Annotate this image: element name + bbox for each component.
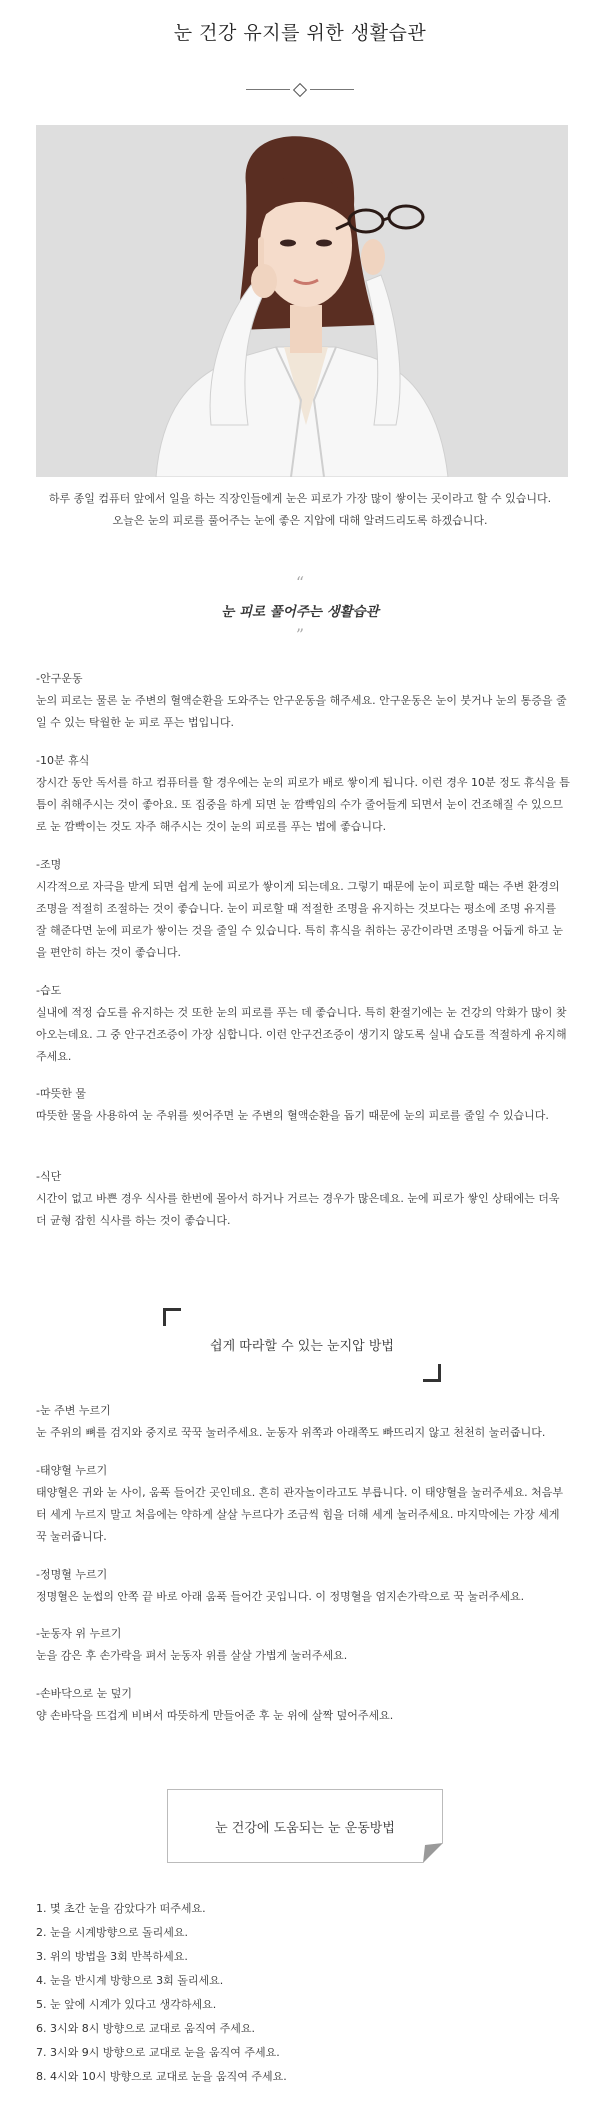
divider-diamond-icon [293,83,307,97]
acupressure-jeongmyeong [36,1564,570,1608]
habit-heading: -식단 [36,1170,62,1183]
exercise-heading [167,1789,443,1863]
acupressure-heading-item: -정명혈 누르기 [36,1568,108,1581]
exercise-title: 눈 건강에 도움되는 눈 운동방법 [215,1821,395,1836]
acupressure-palm-cover [36,1683,570,1727]
bracket-corner-top-left [163,1308,181,1326]
intro-line: 오늘은 눈의 피로를 풀어주는 눈에 좋은 지압에 대해 알려드리도록 하겠습니다. [112,514,488,527]
exercise-step: 8. 4시와 10시 방향으로 교대로 눈을 움직여 주세요. [36,2070,287,2083]
acupressure-title: 쉽게 따라할 수 있는 눈지압 방법 [210,1339,394,1354]
close-quote-icon: ” [295,625,305,644]
exercise-step: 3. 위의 방법을 3회 반복하세요. [36,1950,188,1963]
divider-line-right [310,89,354,90]
acupressure-heading-item: -태양혈 누르기 [36,1464,108,1477]
exercise-steps-list [36,1897,570,2089]
habit-heading: -조명 [36,858,62,871]
acupressure-temple [36,1460,570,1548]
habit-text: 실내에 적정 습도를 유지하는 것 또한 눈의 피로를 푸는 데 좋습니다. 특히 환절기에는 눈 건강의 악화가 많이 찾아오는데요. 그 중 안구건조증이 가장 심합니다. 이런 안구건조증이 생기지 않도록 실내 습도를 적절하게 유지해주세요. [36,1006,567,1063]
acupressure-text: 양 손바닥을 뜨겁게 비벼서 따뜻하게 만들어준 후 눈 위에 살짝 덮어주세요. [36,1709,394,1722]
folded-corner-icon [423,1843,443,1863]
habit-ten-minute-break [36,750,570,838]
habit-diet [36,1166,570,1232]
acupressure-heading [163,1308,441,1382]
acupressure-text: 눈 주위의 뼈를 검지와 중지로 꾹꾹 눌러주세요. 눈동자 위쪽과 아래쪽도 빠뜨리지 않고 천천히 눌러줍니다. [36,1426,546,1439]
exercise-step: 4. 눈을 반시계 방향으로 3회 돌리세요. [36,1974,224,1987]
habit-lighting [36,854,570,964]
page-title: 눈 건강 유지를 위한 생활습관 [173,22,427,44]
habits-title: 눈 피로 풀어주는 생활습관 [221,604,379,620]
acupressure-heading-item: -눈 주변 누르기 [36,1404,111,1417]
intro-line: 하루 종일 컴퓨터 앞에서 일을 하는 직장인들에게 눈은 피로가 가장 많이 쌓이는 곳이라고 할 수 있습니다. [48,492,552,505]
habit-heading: -따뜻한 물 [36,1087,86,1100]
habit-eye-exercise [36,668,570,734]
exercise-step: 7. 3시와 9시 방향으로 교대로 눈을 움직여 주세요. [36,2046,280,2059]
habit-text: 장시간 동안 독서를 하고 컴퓨터를 할 경우에는 눈의 피로가 배로 쌓이게 됩니다. 이런 경우 10분 정도 휴식을 틈틈이 취해주시는 것이 좋아요. 또 집중을 하게 되면 눈 깜빡임의 수가 줄어들게 되면서 눈이 건조해질 수 있으므로 눈 깜빡이는 것도 자주 해주시는 것이 눈의 피로를 푸는 법에 좋습니다. [36,776,570,833]
habits-heading [0,575,600,643]
hero-image [36,125,568,477]
title-divider [246,84,354,96]
habit-heading: -습도 [36,984,62,997]
habit-warm-water [36,1083,570,1127]
habit-humidity [36,980,570,1068]
divider-line-left [246,89,290,90]
habit-heading: -10분 휴식 [36,754,90,767]
exercise-step: 6. 3시와 8시 방향으로 교대로 움직여 주세요. [36,2022,255,2035]
acupressure-around-eyes [36,1400,570,1444]
acupressure-text: 태양혈은 귀와 눈 사이, 움푹 들어간 곳인데요. 흔히 관자놀이라고도 부릅니다. 이 태양혈을 눌러주세요. 처음부터 세게 누르지 말고 처음에는 약하게 살살 누르다가 조금씩 힘을 더해 세게 눌러주세요. 마지막에는 가장 세게 꾹 눌러줍니다. [36,1486,563,1543]
intro-text [30,488,570,532]
habit-text: 시각적으로 자극을 받게 되면 쉽게 눈에 피로가 쌓이게 되는데요. 그렇기 때문에 눈이 피로할 때는 주변 환경의 조명을 적절히 조절하는 것이 좋습니다. 눈이 피로할 때 적절한 조명을 유지하는 것보다는 평소에 조명 유지를 잘 해준다면 눈에 피로가 쌓이는 것을 줄일 수 있습니다. 특히 휴식을 취하는 공간이라면 조명을 어둡게 하고 눈을 편안히 하는 것이 좋습니다. [36,880,563,959]
acupressure-above-pupil [36,1623,570,1667]
exercise-step: 2. 눈을 시계방향으로 돌리세요. [36,1926,188,1939]
exercise-step: 1. 몇 초간 눈을 감았다가 떠주세요. [36,1902,206,1915]
acupressure-heading-item: -손바닥으로 눈 덮기 [36,1687,132,1700]
woman-doctor-with-glasses-illustration [36,125,568,477]
open-quote-icon: “ [295,573,305,592]
habit-text: 눈의 피로는 물론 눈 주변의 혈액순환을 도와주는 안구운동을 해주세요. 안구운동은 눈이 붓거나 눈의 통증을 줄일 수 있는 탁월한 눈 피로 푸는 법입니다. [36,694,567,729]
acupressure-text: 정명혈은 눈썹의 안쪽 끝 바로 아래 움푹 들어간 곳입니다. 이 정명혈을 엄지손가락으로 꾹 눌러주세요. [36,1590,525,1603]
acupressure-heading-item: -눈동자 위 누르기 [36,1627,122,1640]
exercise-step: 5. 눈 앞에 시계가 있다고 생각하세요. [36,1998,217,2011]
habit-text: 따뜻한 물을 사용하여 눈 주위를 씻어주면 눈 주변의 혈액순환을 돕기 때문에 눈의 피로를 줄일 수 있습니다. [36,1109,549,1122]
acupressure-text: 눈을 감은 후 손가락을 펴서 눈동자 위를 살살 가볍게 눌러주세요. [36,1649,348,1662]
bracket-corner-bottom-right [423,1364,441,1382]
habit-heading: -안구운동 [36,672,83,685]
habit-text: 시간이 없고 바쁜 경우 식사를 한번에 몰아서 하거나 거르는 경우가 많은데요. 눈에 피로가 쌓인 상태에는 더욱 더 균형 잡힌 식사를 하는 것이 좋습니다. [36,1192,560,1227]
